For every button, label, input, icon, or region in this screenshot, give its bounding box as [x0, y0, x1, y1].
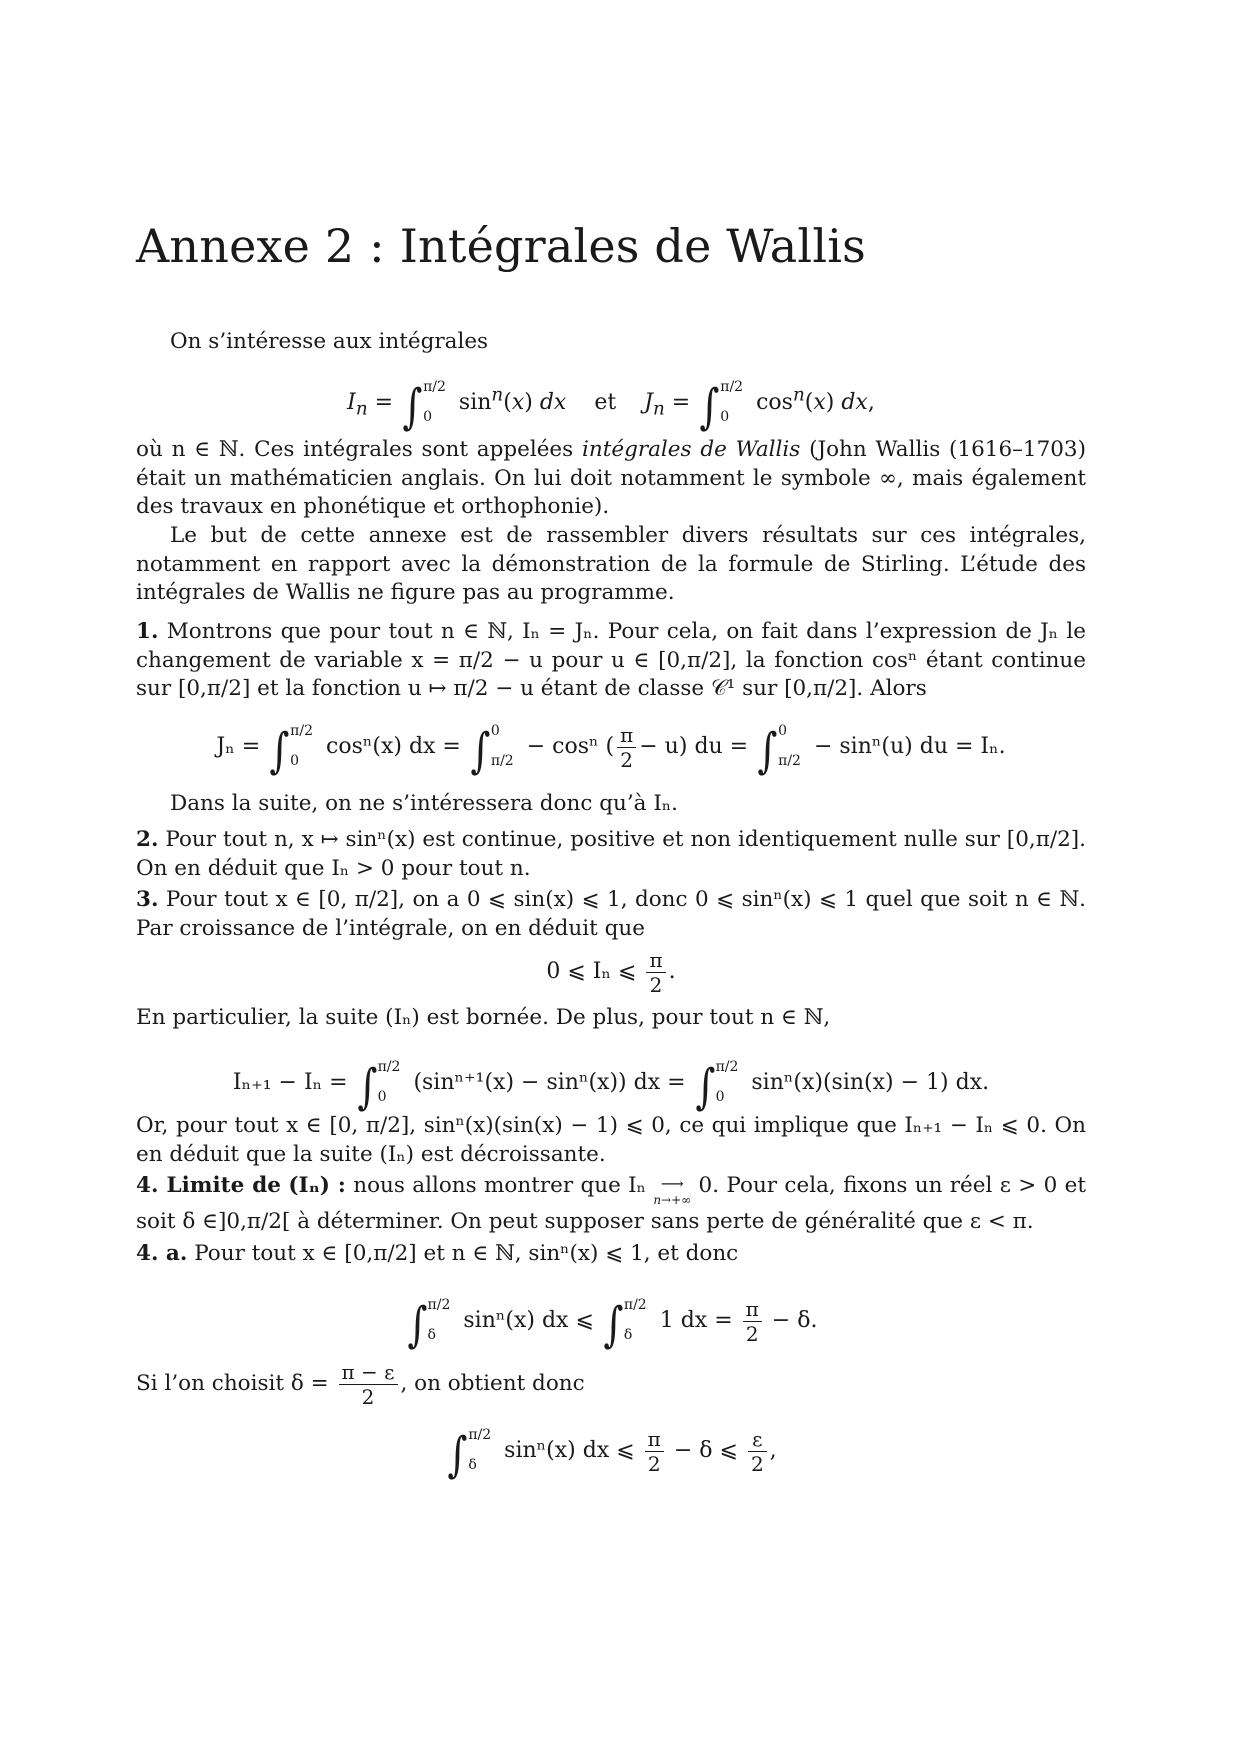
lower-limit: 0	[720, 409, 730, 425]
fraction	[646, 948, 665, 997]
lower-limit: δ	[623, 1327, 633, 1343]
numerator: π	[617, 723, 636, 748]
eq1-c: − cosⁿ	[526, 734, 599, 759]
equation-4a-bound	[136, 1290, 1086, 1353]
eq-dot: .	[668, 959, 676, 984]
denominator: 2	[647, 1452, 661, 1476]
eq-I: I	[347, 390, 356, 415]
section-4a	[136, 1240, 1086, 1269]
fraction	[339, 1360, 398, 1409]
eq-diff-b: (sinⁿ⁺¹(x) − sinⁿ(x)) dx =	[413, 1070, 686, 1095]
upper-limit: π/2	[377, 1059, 401, 1075]
section-4a-number: 4. a.	[136, 1241, 188, 1266]
section-3-bounded: En particulier, la suite (Iₙ) est bornée. De plus, pour tout n ∈ ℕ,	[136, 1005, 831, 1030]
integral-sign: ∫	[603, 1297, 624, 1353]
section-4-text-b: 0. Pour cela, fixons un réel ε > 0 et soit δ ∈]0,π/2[ à déterminer. On peut supposer sans perte de généralité que ε < π.	[136, 1173, 1087, 1234]
section-1-after: Dans la suite, on ne s’intéressera donc qu’à Iₙ.	[170, 791, 678, 816]
intro-after	[136, 436, 1086, 522]
upper-limit: π/2	[427, 1297, 451, 1313]
integral-sign: ∫	[269, 723, 290, 779]
integral-sign: ∫	[407, 1297, 428, 1353]
eq1-d: − u	[639, 734, 679, 759]
intro-lead: On s’intéresse aux intégrales	[170, 329, 489, 354]
upper-limit: π/2	[290, 723, 313, 739]
lower-limit: π/2	[778, 753, 801, 769]
fraction	[743, 1297, 762, 1346]
equation-bound	[136, 948, 1086, 997]
numerator: ε	[748, 1427, 767, 1452]
section-4a-choose	[136, 1360, 1086, 1409]
intro-after-part1: où n ∈ ℕ. Ces intégrales sont appelées	[136, 437, 582, 462]
intro-after-italic: intégrales de Wallis	[581, 437, 801, 462]
fraction	[645, 1427, 664, 1476]
eq-diff-a: Iₙ₊₁ − Iₙ =	[232, 1070, 348, 1095]
integral-sign: ∫	[757, 723, 778, 779]
fraction	[617, 723, 636, 772]
eq1-b: cosⁿ(x) dx =	[326, 734, 461, 759]
equation-wallis-definitions: $I_n$ = ∫ π/2 0 $\sin^n(x)$ dx et $J_n$ = ∫ π/2 0 $\cos^n(x)$ dx,	[136, 372, 1086, 432]
denominator: 2	[649, 973, 663, 997]
numerator: π	[646, 948, 665, 973]
eq-J: J	[644, 390, 653, 415]
eq1-a: Jₙ =	[216, 734, 261, 759]
section-1-text: Montrons que pour tout n ∈ ℕ, Iₙ = Jₙ. Pour cela, on fait dans l’expression de Jₙ le changement de variable x = π/2 − u pour u ∈ [0,π/2], la fonction cosⁿ étant continue sur [0,π/2] et la fonction u ↦ π/2 − u étant de classe 𝒞¹ sur [0,π/2]. Alors	[136, 619, 1086, 701]
denominator: 2	[620, 748, 634, 772]
fraction	[748, 1427, 767, 1476]
integral-sign: ∫	[402, 379, 423, 435]
eq4a-b: 1 dx =	[659, 1308, 733, 1333]
choose-a: Si l’on choisit δ =	[136, 1371, 329, 1396]
page-title: Annexe 2 : Intégrales de Wallis	[136, 219, 866, 273]
eq-diff-c: sinⁿ(x)(sin(x) − 1) dx.	[751, 1070, 990, 1095]
eq-sin: sin	[458, 390, 492, 415]
upper-limit: π/2	[468, 1427, 492, 1443]
section-2-text: Pour tout n, x ↦ sinⁿ(x) est continue, positive et non identiquement nulle sur [0,π/2]. On en déduit que Iₙ > 0 pour tout n.	[136, 827, 1086, 881]
upper-limit: 0	[490, 723, 500, 739]
numerator: π − ε	[339, 1360, 398, 1385]
section-3-conclusion: Or, pour tout x ∈ [0, π/2], sinⁿ(x)(sin(x) − 1) ⩽ 0, ce qui implique que Iₙ₊₁ − Iₙ ⩽ 0. On en déduit que la suite (Iₙ) est décroissante.	[136, 1113, 1086, 1167]
eq1-e: du =	[694, 734, 749, 759]
eq4a-c: − δ.	[771, 1308, 818, 1333]
section-4-number: 4. Limite de	[136, 1173, 281, 1198]
section-4-text-a: nous allons montrer que Iₙ	[345, 1173, 654, 1198]
denominator: 2	[750, 1452, 764, 1476]
section-4	[136, 1172, 1086, 1237]
section-2-number: 2.	[136, 827, 159, 852]
lower-limit: 0	[290, 753, 300, 769]
upper-limit: π/2	[423, 379, 446, 395]
eq4a2-a: sinⁿ(x) dx ⩽	[504, 1438, 635, 1463]
lower-limit: δ	[427, 1327, 436, 1343]
section-4a-text: Pour tout x ∈ [0,π/2] et n ∈ ℕ, sinⁿ(x) ⩽ 1, et donc	[187, 1241, 739, 1266]
section-1-number: 1.	[136, 619, 159, 644]
denominator: 2	[361, 1385, 375, 1409]
page	[136, 0, 1086, 1754]
lower-limit: 0	[423, 409, 433, 425]
upper-limit: π/2	[715, 1059, 739, 1075]
lower-limit: π/2	[490, 753, 514, 769]
eq-cos: cos	[756, 390, 793, 415]
lower-limit: 0	[715, 1089, 725, 1105]
choose-b: , on obtient donc	[400, 1371, 585, 1396]
intro-goal: Le but de cette annexe est de rassembler divers résultats sur ces intégrales, notamment en rapport avec la démonstration de la formule de Stirling. L’étude des intégrales de Wallis ne figure pas au programme.	[136, 523, 1086, 605]
integral-sign: ∫	[695, 1059, 716, 1115]
limit-arrow	[653, 1176, 691, 1208]
upper-limit: π/2	[720, 379, 744, 395]
eq-bound: 0 ⩽ Iₙ ⩽	[546, 959, 637, 984]
equation-change-variable: Jₙ = ∫ π/2 0 cosⁿ(x) dx = ∫ 0 π/2 − cosⁿ ( $\frac{\pi}{2}$ − u) du = ∫ 0 π/2 − sinⁿ(u) du = Iₙ.	[136, 716, 1086, 776]
section-3-number: 3.	[136, 887, 159, 912]
eq1-f: − sinⁿ(u) du = Iₙ.	[813, 734, 1006, 759]
numerator: π	[645, 1427, 664, 1452]
upper-limit: π/2	[623, 1297, 647, 1313]
lower-limit: 0	[377, 1089, 387, 1105]
numerator: π	[743, 1297, 762, 1322]
eq4a-a: sinⁿ(x) dx ⩽	[463, 1308, 594, 1333]
section-2	[136, 826, 1086, 883]
arrow: ⟶	[660, 1174, 684, 1193]
equation-difference	[136, 1052, 1086, 1115]
equation-4a-final	[136, 1420, 1086, 1483]
intro-after-part2: (John Wallis (1616–1703) était un mathématicien anglais. On lui doit notamment le symbole ∞, mais également des travaux en phonétique et orthophonie).	[136, 437, 1086, 519]
denominator: 2	[745, 1322, 759, 1346]
integral-sign: ∫	[357, 1059, 378, 1115]
integral-sign: ∫	[470, 723, 491, 779]
section-3	[136, 886, 1086, 943]
integral-sign: ∫	[699, 379, 720, 435]
integral-sign: ∫	[447, 1427, 468, 1483]
eq4a2-b: − δ ⩽	[673, 1438, 738, 1463]
section-3-text: Pour tout x ∈ [0, π/2], on a 0 ⩽ sin(x) ⩽ 1, donc 0 ⩽ sinⁿ(x) ⩽ 1 quel que soit n ∈ ℕ. Par croissance de l’intégrale, on en déduit que	[136, 887, 1086, 941]
section-4-number-b: (Iₙ) :	[288, 1173, 346, 1198]
lower-limit: δ	[468, 1457, 477, 1473]
eq-et: et	[594, 390, 617, 415]
arrow-under: n→+∞	[653, 1193, 692, 1207]
upper-limit: 0	[778, 723, 788, 739]
section-1	[136, 618, 1086, 704]
eq-comma: ,	[769, 1438, 777, 1463]
